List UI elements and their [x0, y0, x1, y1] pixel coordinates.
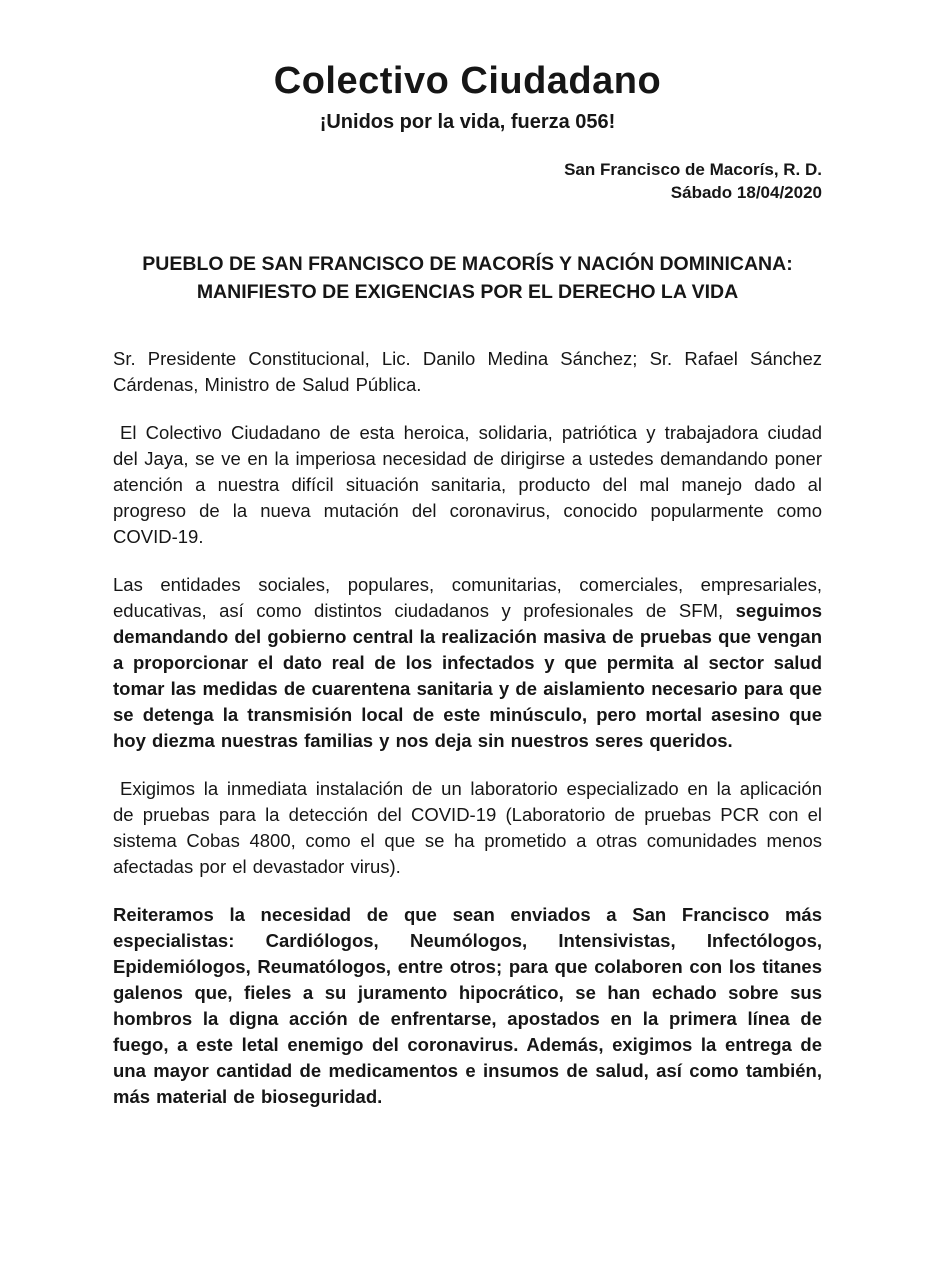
paragraph-segment: El Colectivo Ciudadano de esta heroica, solidaria, patriótica y trabajadora ciudad del Jaya, se ve en la imperiosa necesidad de dirigirse a ustedes demandando poner atención a nuestra difícil situación sanitaria, producto del mal manejo dado al progreso de la nueva mutación del coronavirus, conocido popularmente como COVID-19. — [113, 422, 822, 547]
document-subtitle: ¡Unidos por la vida, fuerza 056! — [319, 111, 616, 133]
paragraph — [113, 776, 822, 880]
dateline-date: Sábado 18/04/2020 — [670, 183, 822, 202]
body-paragraphs — [113, 346, 822, 1110]
paragraph-segment: Sr. Presidente Constitucional, Lic. Danilo Medina Sánchez; Sr. Rafael Sánchez Cárdenas, Ministro de Salud Pública. — [113, 348, 822, 395]
document-title: Colectivo Ciudadano — [273, 60, 662, 102]
paragraph-segment: Las entidades sociales, populares, comunitarias, comerciales, empresariales, educativas, así como distintos ciudadanos y profesionales de SFM, — [113, 574, 822, 621]
manifesto-heading-line-2: MANIFIESTO DE EXIGENCIAS POR EL DERECHO LA VIDA — [196, 281, 739, 303]
paragraph — [113, 420, 822, 550]
dateline — [113, 158, 822, 204]
paragraph-segment: Exigimos la inmediata instalación de un laboratorio especializado en la aplicación de pruebas para la detección del COVID-19 (Laboratorio de pruebas PCR con el sistema Cobas 4800, como el que se ha prometido a otras comunidades menos afectadas por el devastador virus). — [113, 778, 822, 877]
dateline-location: San Francisco de Macorís, R. D. — [564, 160, 822, 179]
paragraph-segment-bold: seguimos demandando del gobierno central la realización masiva de pruebas que vengan a proporcionar el dato real de los infectados y que permita al sector salud tomar las medidas de cuarentena sanitaria y de aislamiento necesario para que se detenga la transmisión local de este minúsculo, pero mortal asesino que hoy diezma nuestras familias y nos deja sin nuestros seres queridos. — [113, 600, 822, 751]
paragraph — [113, 572, 822, 754]
manifesto-heading-line-1: PUEBLO DE SAN FRANCISCO DE MACORÍS Y NACIÓN DOMINICANA: — [142, 253, 793, 275]
paragraph — [113, 902, 822, 1110]
paragraph — [113, 346, 822, 398]
paragraph-segment-bold: Reiteramos la necesidad de que sean enviados a San Francisco más especialistas: Cardiólogos, Neumólogos, Intensivistas, Infectólogos, Epidemiólogos, Reumatólogos, entre otros; para que colaboren con los titanes galenos que, fieles a su juramento hipocrático, se han echado sobre sus hombros la digna acción de enfrentarse, apostados en la primera línea de fuego, a este letal enemigo del coronavirus. Además, exigimos la entrega de una mayor cantidad de medicamentos e insumos de salud, así como también, más material de bioseguridad. — [113, 904, 822, 1107]
manifesto-heading — [113, 250, 822, 306]
